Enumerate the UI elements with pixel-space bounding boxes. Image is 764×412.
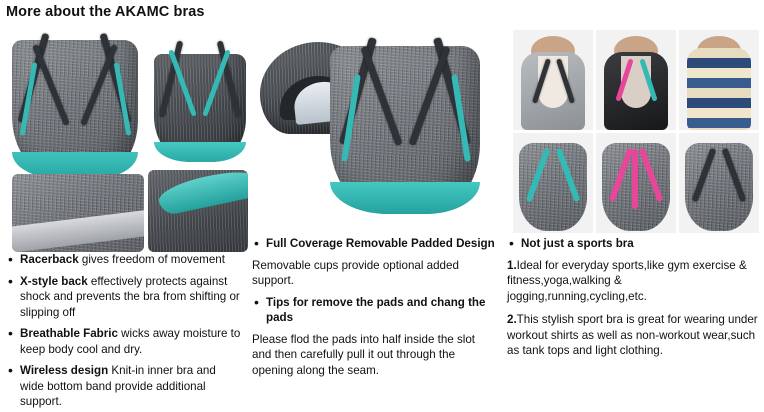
model-photo-grey-top	[513, 30, 593, 130]
list-item	[6, 274, 242, 321]
inner-band-detail-image	[12, 174, 144, 252]
padded-design-paragraph: Removable cups provide optional added support.	[252, 258, 459, 288]
padded-design-list	[252, 236, 497, 252]
feature-title: X-style back	[20, 274, 88, 288]
bra-back-teal	[513, 133, 593, 233]
feature-title: Racerback	[20, 253, 79, 266]
versatility-item-1	[507, 258, 760, 305]
bra-back-grey	[679, 133, 759, 233]
feature-text: gives freedom of movement	[78, 253, 225, 266]
column-versatility	[503, 24, 764, 412]
item-text: Ideal for everyday sports,like gym exercise & fitness,yoga,walking & jogging,running,cycling,etc.	[507, 258, 747, 303]
image-group-model-grid	[507, 24, 760, 236]
list-item	[6, 252, 242, 268]
page-title: More about the AKAMC bras	[6, 4, 205, 20]
bra-side-teal-band	[154, 142, 246, 162]
racerback-straps	[12, 24, 138, 144]
item-number: 2.	[507, 313, 517, 327]
feature-title: Wireless design	[20, 364, 109, 378]
column-padded-design	[248, 24, 503, 412]
versatility-item-2	[507, 312, 760, 359]
list-item	[252, 236, 497, 252]
bullet-title: Full Coverage Removable Padded Design	[266, 237, 495, 250]
feature-text: Knit-in inner bra and wide bottom band provide additional support.	[20, 364, 216, 409]
feature-title: Breathable Fabric	[20, 327, 118, 341]
feature-text: effectively protects against shock and prevents the bra from shifting or slipping off	[20, 274, 240, 319]
bra-large-teal-band	[330, 182, 480, 214]
bullet-title: Not just a sports bra	[521, 237, 634, 250]
pad-tips-paragraph: Please flod the pads into half inside the slot and then carefully pull it out through the opening along the seam.	[252, 332, 476, 377]
bullet-title: Tips for remove the pads and chang the pads	[266, 295, 486, 325]
column-racerback	[0, 24, 248, 412]
model-photo-grid	[513, 30, 759, 233]
list-item	[6, 326, 242, 357]
content-columns	[0, 24, 764, 412]
item-text: This stylish sport bra is great for wearing under workout shirts as well as non-workout wear,such as tank tops and light clothing.	[507, 313, 758, 358]
model-photo-knit-top	[679, 30, 759, 130]
versatility-list	[507, 236, 760, 252]
bra-large-straps	[330, 30, 480, 160]
list-item	[507, 236, 760, 252]
item-number: 1.	[507, 258, 517, 272]
feature-text: wicks away moisture to keep body cool and dry.	[20, 327, 241, 356]
feature-list	[6, 252, 242, 410]
bra-back-pink	[596, 133, 676, 233]
teal-trim-detail-image	[148, 170, 248, 252]
bra-side-straps	[154, 32, 246, 132]
image-group-bras-front-back	[6, 24, 242, 252]
image-group-removable-pad	[252, 24, 497, 236]
pad-tips-list	[252, 295, 497, 326]
list-item	[6, 363, 242, 410]
model-photo-black-top	[596, 30, 676, 130]
list-item	[252, 295, 497, 326]
